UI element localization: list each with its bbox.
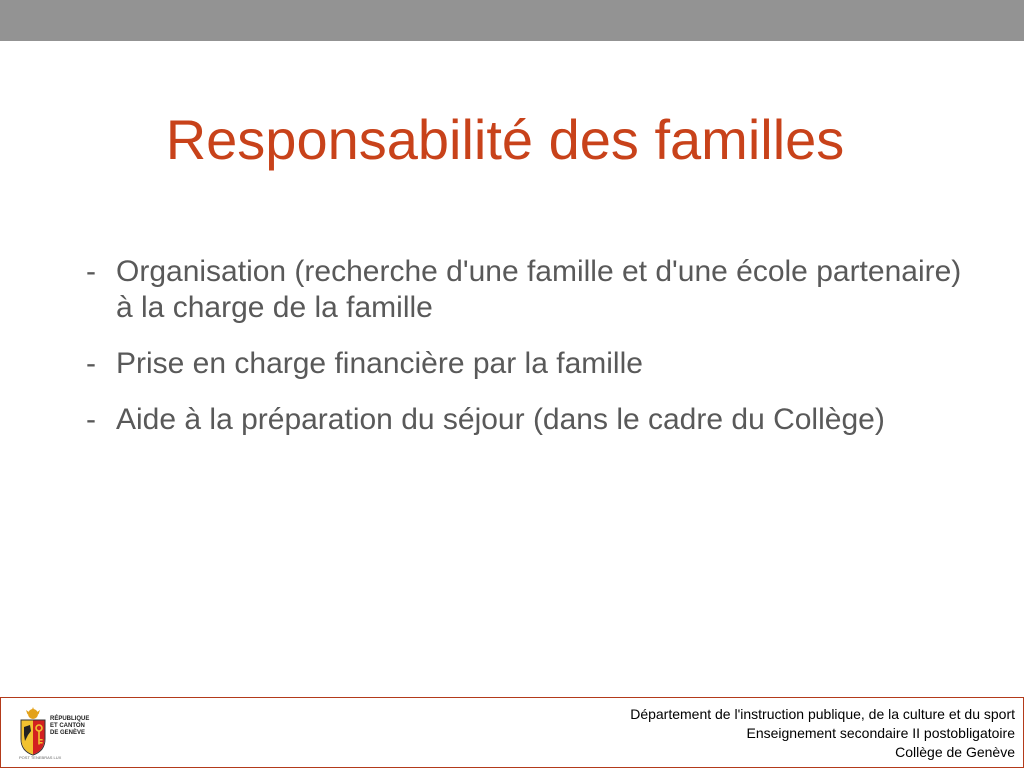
logo-line: RÉPUBLIQUE xyxy=(50,716,90,722)
footer-department: Département de l'instruction publique, de la culture et du sport xyxy=(630,706,1015,722)
footer-text xyxy=(630,705,1015,762)
bullet-marker: - xyxy=(86,255,96,288)
bullet-item-preparation xyxy=(86,402,986,438)
footer-section: Enseignement secondaire II postobligatoire xyxy=(746,725,1015,741)
logo-line: ET CANTON xyxy=(50,723,85,729)
bullet-list xyxy=(86,254,986,458)
footer-school: Collège de Genève xyxy=(895,744,1015,760)
bullet-item-financement xyxy=(86,346,986,382)
logo-motto: POST TENEBRAS LUX xyxy=(19,755,62,760)
geneva-coat-of-arms-icon xyxy=(17,707,49,757)
slide-title: Responsabilité des familles xyxy=(165,108,845,171)
footer xyxy=(0,697,1024,768)
bullet-item-organisation xyxy=(86,254,986,326)
bullet-marker: - xyxy=(86,403,96,436)
top-bar xyxy=(0,0,1024,41)
geneva-logo xyxy=(17,707,90,760)
bullet-text: Prise en charge financière par la famille xyxy=(116,347,643,380)
logo-wordmark xyxy=(50,716,98,737)
bullet-marker: - xyxy=(86,347,96,380)
logo-line: DE GENÈVE xyxy=(50,730,86,736)
bullet-text: Aide à la préparation du séjour (dans le cadre du Collège) xyxy=(116,403,885,436)
bullet-text: Organisation (recherche d'une famille et d'une école partenaire) à la charge de la famille xyxy=(116,255,962,324)
